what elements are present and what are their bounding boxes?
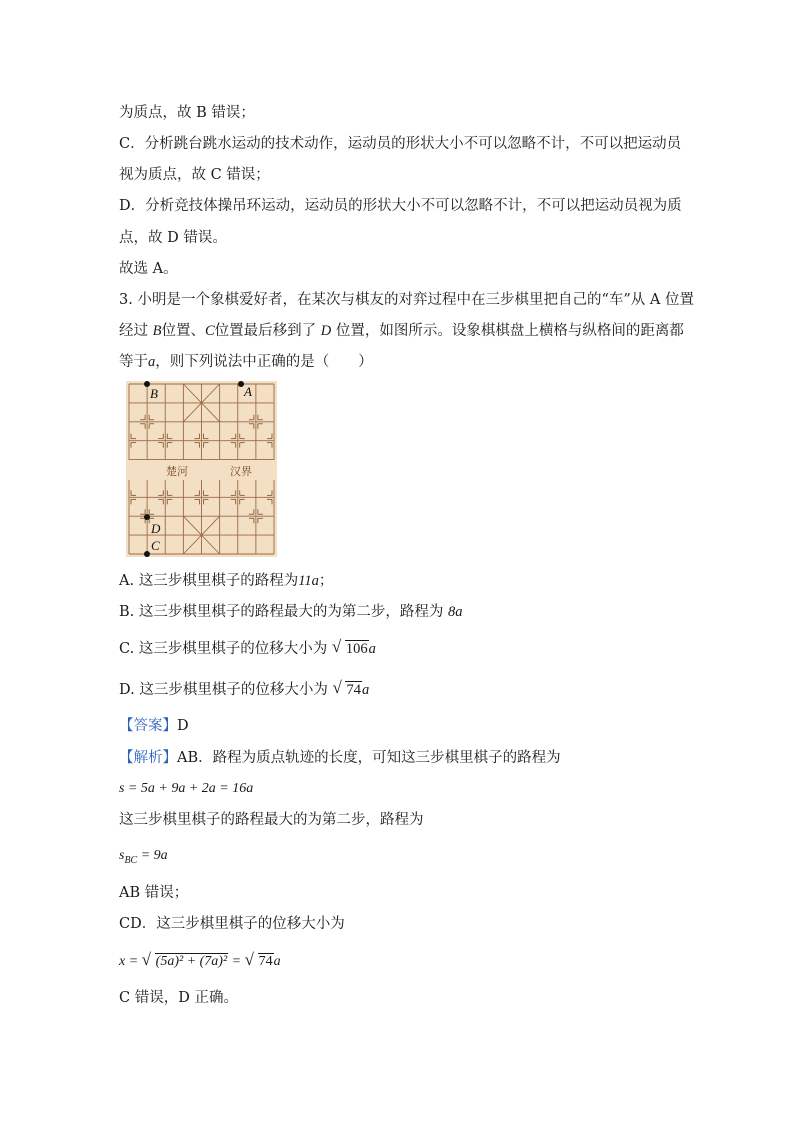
text: 位置最后移到了 xyxy=(214,323,321,339)
radicand: 74 xyxy=(258,954,273,969)
math-var: D xyxy=(320,323,332,339)
sqrt-expression: √ 106 xyxy=(331,637,368,657)
river-label-left: 楚河 xyxy=(166,465,188,478)
text-line: D．分析竞技体操吊环运动，运动员的形状大小不可以忽略不计，不可以把运动员视为质 xyxy=(119,198,682,214)
text-line: C 错误，D 正确。 xyxy=(119,990,238,1006)
option-b xyxy=(119,602,462,622)
math-var: B xyxy=(152,323,162,339)
question-stem xyxy=(119,352,373,372)
analysis-tag: 【解析】 xyxy=(119,750,177,766)
equation-2 xyxy=(119,846,168,871)
subscript: BC xyxy=(124,854,138,866)
analysis-line xyxy=(119,748,561,768)
text: 经过 xyxy=(119,323,153,339)
sqrt-expression: √ (5a)² + (7a)² xyxy=(141,950,228,969)
text: 等于 xyxy=(119,354,148,370)
math: 11a xyxy=(298,573,319,589)
label-a: A xyxy=(244,384,252,399)
radicand: (5a)² + (7a)² xyxy=(155,954,228,969)
option-a xyxy=(119,571,333,591)
text-line: C．分析跳台跳水运动的技术动作，运动员的形状大小不可以忽略不计，不可以把运动员 xyxy=(119,136,682,152)
math-var: a xyxy=(361,682,370,698)
text: ； xyxy=(318,573,334,589)
label-b: B xyxy=(150,386,158,401)
radicand: 74 xyxy=(346,682,361,698)
math-var: a xyxy=(148,354,156,370)
text-line: 为质点，故 B 错误； xyxy=(119,105,255,121)
point-c-dot xyxy=(144,551,150,557)
text: ，则下列说法中正确的是（ ） xyxy=(155,354,373,370)
point-d-dot xyxy=(144,514,150,520)
label-c: C xyxy=(151,538,160,553)
math-var: s xyxy=(119,848,125,863)
text: AB．路程为质点轨迹的长度，可知这三步棋里棋子的路程为 xyxy=(177,750,561,766)
sqrt-expression: √ 74 xyxy=(244,950,273,969)
text-line: 点，故 D 错误。 xyxy=(119,230,227,246)
text-line: 这三步棋里棋子的路程最大的为第二步，路程为 xyxy=(119,812,424,828)
text: A. 这三步棋里棋子的路程为 xyxy=(119,573,299,589)
answer-tag: 【答案】 xyxy=(119,718,177,734)
radicand: 106 xyxy=(345,641,368,657)
question-stem: 3. 小明是一个象棋爱好者，在某次与棋友的对弈过程中在三步棋里把自己的“车”从 A 位置 xyxy=(119,292,694,308)
text: B. 这三步棋里棋子的路程最大的为第二步，路程为 xyxy=(119,604,448,620)
text-line: 视为质点，故 C 错误； xyxy=(119,167,270,183)
text-line: AB 错误； xyxy=(119,885,189,901)
option-d xyxy=(119,680,369,700)
text: C. 这三步棋里棋子的位移大小为 xyxy=(119,641,332,657)
river-label-right: 汉界 xyxy=(230,465,252,478)
chess-board-figure xyxy=(126,381,277,557)
math: 8a xyxy=(447,604,463,620)
answer-value: D xyxy=(177,718,189,734)
river-band xyxy=(127,460,276,480)
question-stem xyxy=(119,321,684,341)
math-var: a xyxy=(273,954,281,969)
text-line: CD．这三步棋里棋子的位移大小为 xyxy=(119,916,345,932)
answer-line xyxy=(119,716,189,736)
equation-1: s = 5a + 9a + 2a = 16a xyxy=(119,781,254,796)
math: = xyxy=(228,954,245,969)
text: 位置，如图所示。设象棋棋盘上横格与纵格间的距离都 xyxy=(331,323,684,339)
option-c xyxy=(119,639,376,659)
label-d: D xyxy=(151,521,161,536)
sqrt-expression: √ 74 xyxy=(332,678,361,698)
math: x = xyxy=(119,954,142,969)
math-var: a xyxy=(368,641,376,657)
text-line: 故选 A。 xyxy=(119,261,178,277)
text: 位置、 xyxy=(161,323,205,339)
text: D. 这三步棋里棋子的位移大小为 xyxy=(119,682,333,698)
math: = 9a xyxy=(137,848,168,863)
equation-3 xyxy=(119,951,281,972)
math-var: C xyxy=(204,323,215,339)
